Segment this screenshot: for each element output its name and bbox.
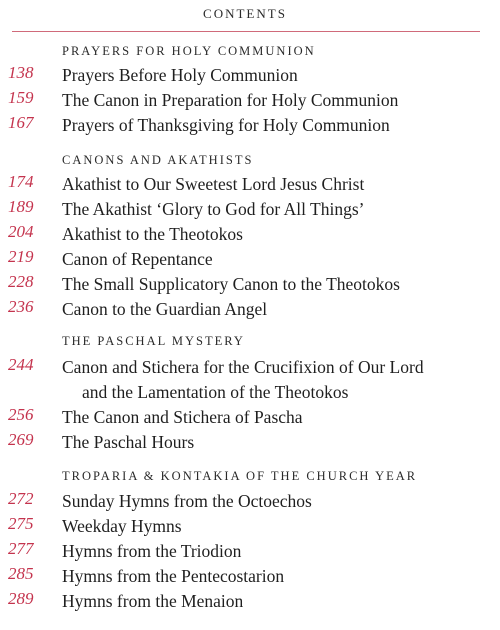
page-number: 228 [8,272,34,291]
toc-entry[interactable] [0,297,500,322]
entry-title: Canon to the Guardian Angel [62,299,268,319]
page-number: 272 [8,489,34,508]
page-number: 269 [8,430,34,449]
page-number: 189 [8,197,34,216]
entry-title: Hymns from the Menaion [62,591,244,611]
toc-entry[interactable] [0,589,500,614]
section-title-canons-and-akathists: CANONS AND AKATHISTS [62,153,254,167]
page-title: CONTENTS [203,6,287,21]
entry-title: Prayers Before Holy Communion [62,65,298,85]
toc-entry[interactable] [0,564,500,589]
page-number: 244 [8,355,34,374]
page-number: 159 [8,88,34,107]
entry-title-line: Canon and Stichera for the Crucifixion of Our Lord [62,357,424,377]
toc-entry[interactable] [0,405,500,430]
toc-entry[interactable] [0,539,500,564]
toc-entry[interactable] [0,222,500,247]
page-number: 277 [8,539,34,558]
toc-entry[interactable] [0,489,500,514]
header-rule [12,31,480,32]
entry-title: Sunday Hymns from the Octoechos [62,491,312,511]
toc-entry[interactable] [0,113,500,138]
page-number: 174 [8,172,34,191]
toc-entry[interactable] [0,172,500,197]
entry-title: Akathist to the Theotokos [62,224,243,244]
toc-entry[interactable] [0,430,500,455]
entry-title: Canon of Repentance [62,249,213,269]
section-title-the-paschal-mystery: THE PASCHAL MYSTERY [62,334,245,348]
entry-title: The Small Supplicatory Canon to the Theotokos [62,274,400,294]
entry-title: The Canon in Preparation for Holy Communion [62,90,399,110]
entry-title: Weekday Hymns [62,516,182,536]
page-number: 219 [8,247,34,266]
entry-title-continuation: and the Lamentation of the Theotokos [82,382,349,402]
page-number: 256 [8,405,34,424]
entry-title [62,355,494,405]
toc-entry[interactable] [0,355,500,405]
section-title-prayers-for-holy-communion: PRAYERS FOR HOLY COMMUNION [62,44,316,58]
page-number: 236 [8,297,34,316]
entry-title: The Akathist ‘Glory to God for All Things’ [62,199,365,219]
entry-title: The Canon and Stichera of Pascha [62,407,303,427]
page-number: 285 [8,564,34,583]
toc-entry[interactable] [0,514,500,539]
entry-title: The Paschal Hours [62,432,195,452]
entry-title: Prayers of Thanksgiving for Holy Communion [62,115,390,135]
toc-entry[interactable] [0,272,500,297]
entry-title: Hymns from the Pentecostarion [62,566,285,586]
page-number: 167 [8,113,34,132]
toc-entry[interactable] [0,63,500,88]
entry-title: Hymns from the Triodion [62,541,242,561]
page-number: 275 [8,514,34,533]
page-number: 289 [8,589,34,608]
page-number: 204 [8,222,34,241]
toc-entry[interactable] [0,88,500,113]
section-title-troparia-kontakia: TROPARIA & KONTAKIA OF THE CHURCH YEAR [62,469,418,483]
page-number: 138 [8,63,34,82]
toc-entry[interactable] [0,197,500,222]
toc-entry[interactable] [0,247,500,272]
entry-title: Akathist to Our Sweetest Lord Jesus Christ [62,174,365,194]
